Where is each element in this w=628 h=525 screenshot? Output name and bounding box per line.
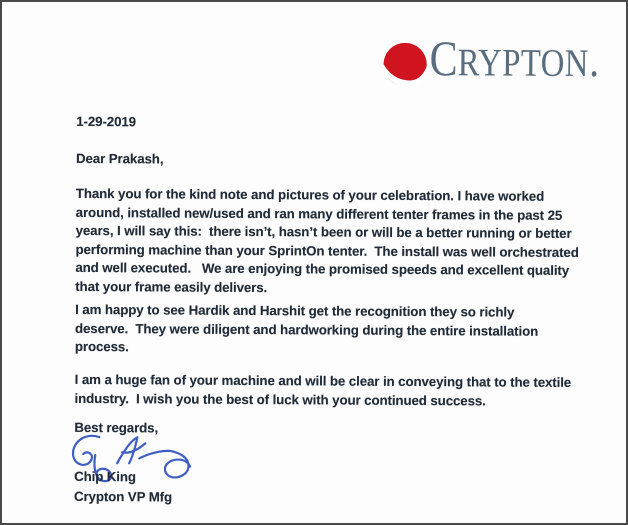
- crypton-wordmark: [429, 30, 598, 97]
- letter-paragraph-3: [75, 371, 572, 411]
- text-line: years, I will say this: there isn’t, hasn’t been or will be a better running or better: [75, 222, 572, 241]
- letter-paragraph-2: [75, 301, 538, 359]
- text-line: I am a huge fan of your machine and will be clear in conveying that to the textile: [74, 371, 572, 390]
- signed-title: Crypton VP Mfg: [73, 488, 173, 505]
- text-line: around, installed new/used and ran many different tenter frames in the past 25: [75, 204, 563, 223]
- text-line: performing machine than your SprintOn tenter. The install was well orchestrated: [75, 241, 579, 260]
- crypton-ball-icon: [381, 40, 428, 89]
- text-line: industry. I wish you the best of luck with your continued success.: [74, 390, 486, 408]
- text-line: and well executed. We are enjoying the promised speeds and excellent quality: [75, 259, 570, 278]
- signed-name: Chip King: [74, 468, 137, 485]
- signature-stroke: [139, 451, 190, 478]
- letter-date: 1-29-2019: [76, 113, 137, 130]
- letter-closing: Best regards,: [74, 419, 159, 436]
- text-line: deserve. They were diligent and hardworking during the entire installation: [74, 320, 539, 339]
- letter-paragraph-1: [75, 185, 579, 299]
- text-line: Thank you for the kind note and pictures of your celebration. I have worked: [75, 185, 545, 204]
- signature-stroke: [117, 437, 145, 463]
- wordmark-period: .: [590, 47, 598, 85]
- text-line: process.: [74, 338, 129, 355]
- letter-salutation: Dear Prakash,: [75, 150, 164, 167]
- wordmark-initial: C: [429, 30, 458, 87]
- text-line: that your frame easily delivers.: [75, 278, 268, 295]
- wordmark-rest: RYPTON: [457, 41, 589, 86]
- text-line: I am happy to see Hardik and Harshit get the recognition they so richly: [75, 301, 515, 320]
